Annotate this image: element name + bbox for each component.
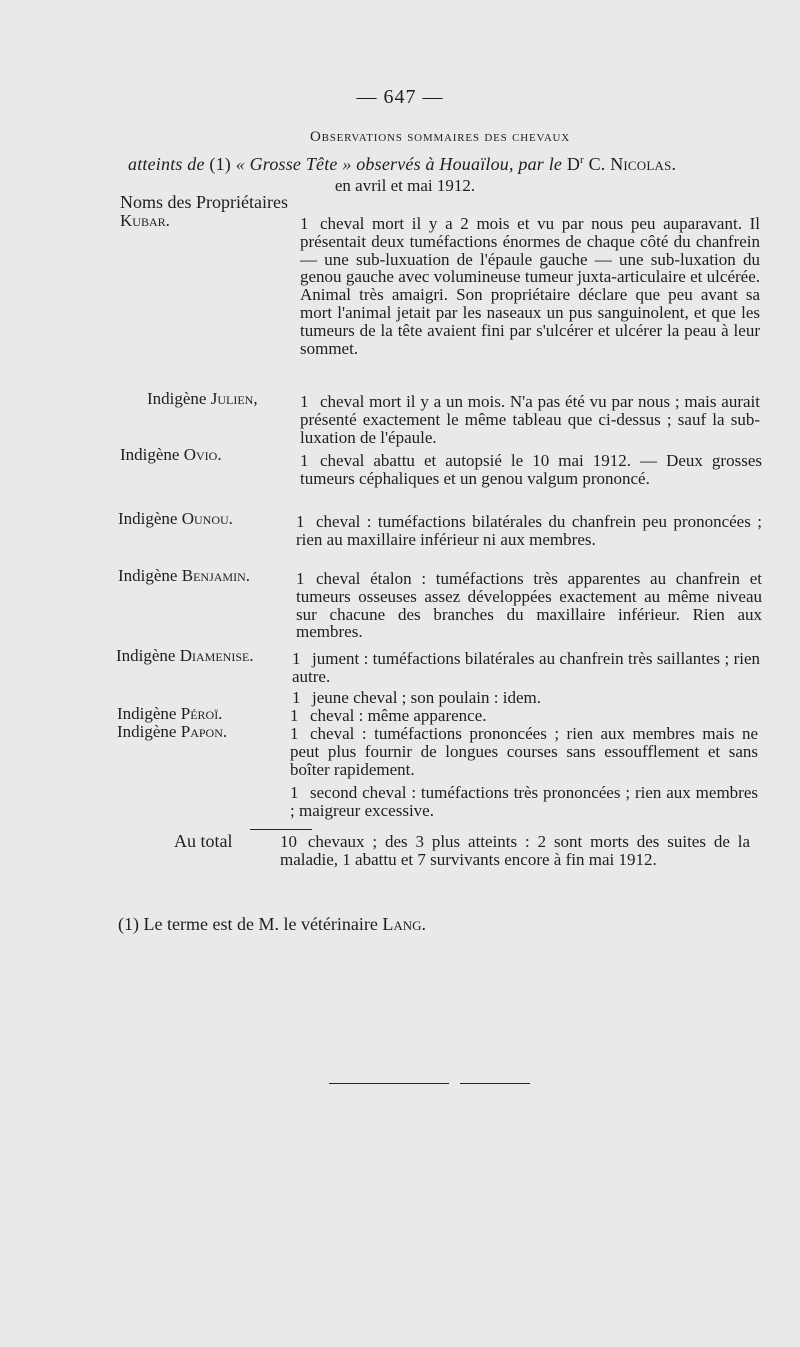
owner-name: Indigène Ovio. [120, 445, 222, 464]
subtitle-quoted: « Grosse Tête » [235, 154, 352, 174]
observation-entry: 1 jument : tuméfactions bilatérales au chanfrein très saillantes ; rien autre. [292, 649, 760, 686]
page-number: — 647 — [356, 86, 444, 108]
end-rule-right [460, 1083, 530, 1084]
observation-entry: 1 cheval : tuméfactions bilatérales du chanfrein peu prononcées ; rien au maxillaire inférieur ni aux membres. [296, 512, 762, 549]
subtitle-mid: observés à Houaïlou, par le [356, 154, 563, 174]
subtitle-pre: atteints de [128, 154, 205, 174]
sum-rule [250, 829, 312, 830]
owner-name: Indigène Diamenise. [116, 646, 254, 665]
observation-entry: 1 cheval abattu et autopsié le 10 mai 1912. — Deux grosses tumeurs céphaliques et un genou valgum prononcé. [300, 451, 762, 488]
owner-name: Indigène Papon. [117, 722, 228, 741]
observation-entry: 1 cheval : tuméfactions prononcées ; rien aux membres mais ne peut plus fournir de longues courses sans essoufflement et sans boîter rapidement. [290, 724, 758, 779]
observation-entry: 1 jeune cheval ; son poulain : idem. [292, 688, 541, 707]
owner-name: Indigène Julien, [147, 389, 258, 408]
subtitle-dr: $D^r$ [566, 154, 584, 174]
footnote-ref: (1) [209, 154, 231, 174]
observation-entry: 1 cheval mort il y a 2 mois et vu par nous peu auparavant. Il présentait deux tuméfactions énormes de chaque côté du chanfrein — une sub-luxuation de l'épaule gauche — une sub-luxation du genou gauche avec volumineuse tumeur juxta-articulaire et ulcérée. Animal très amaigri. Son propriétaire déclare que peu avant sa mort l'animal jetait par les naseaux un pus sanguinolent, et que les tumeurs de la tête avaient fini par s'ulcérer et ulcérer la peau à leur sommet. [300, 214, 760, 358]
observation-entry: 1 cheval mort il y a un mois. N'a pas été vu par nous ; mais aurait présenté exactement le même tableau que ci-dessus ; sauf la sub-luxation de l'épaule. [300, 392, 760, 447]
footnote: (1) Le terme est de M. le vétérinaire Lang. [118, 914, 427, 934]
observation-entry: 1 cheval : même apparence. [290, 706, 487, 725]
column-head: Noms des Propriétaires [120, 192, 288, 212]
owner-name: Indigène Ounou. [118, 509, 233, 528]
subtitle-author: C. Nicolas. [588, 154, 677, 174]
observation-entry: 1 cheval étalon : tuméfactions très apparentes au chanfrein et tumeurs osseuses assez développées exactement au même niveau sur chacune des branches du maxillaire inférieur. Rien aux membres. [296, 569, 762, 642]
date-line: en avril et mai 1912. [334, 176, 476, 195]
owner-name: Indigène Benjamin. [118, 566, 250, 585]
owner-name: Kubar. [120, 211, 170, 230]
table-subtitle [128, 154, 778, 175]
total-text: 10 chevaux ; des 3 plus atteints : 2 sont morts des suites de la maladie, 1 abattu et 7 survivants encore à fin mai 1912. [280, 832, 751, 869]
table-title: Observations sommaires des chevaux [309, 129, 571, 145]
observation-entry: 1 second cheval : tuméfactions très prononcées ; rien aux membres ; maigreur excessive. [290, 783, 758, 820]
end-rule-left [329, 1083, 449, 1084]
total-label: Au total [174, 831, 233, 851]
owner-name: Indigène Péroï. [117, 704, 223, 723]
